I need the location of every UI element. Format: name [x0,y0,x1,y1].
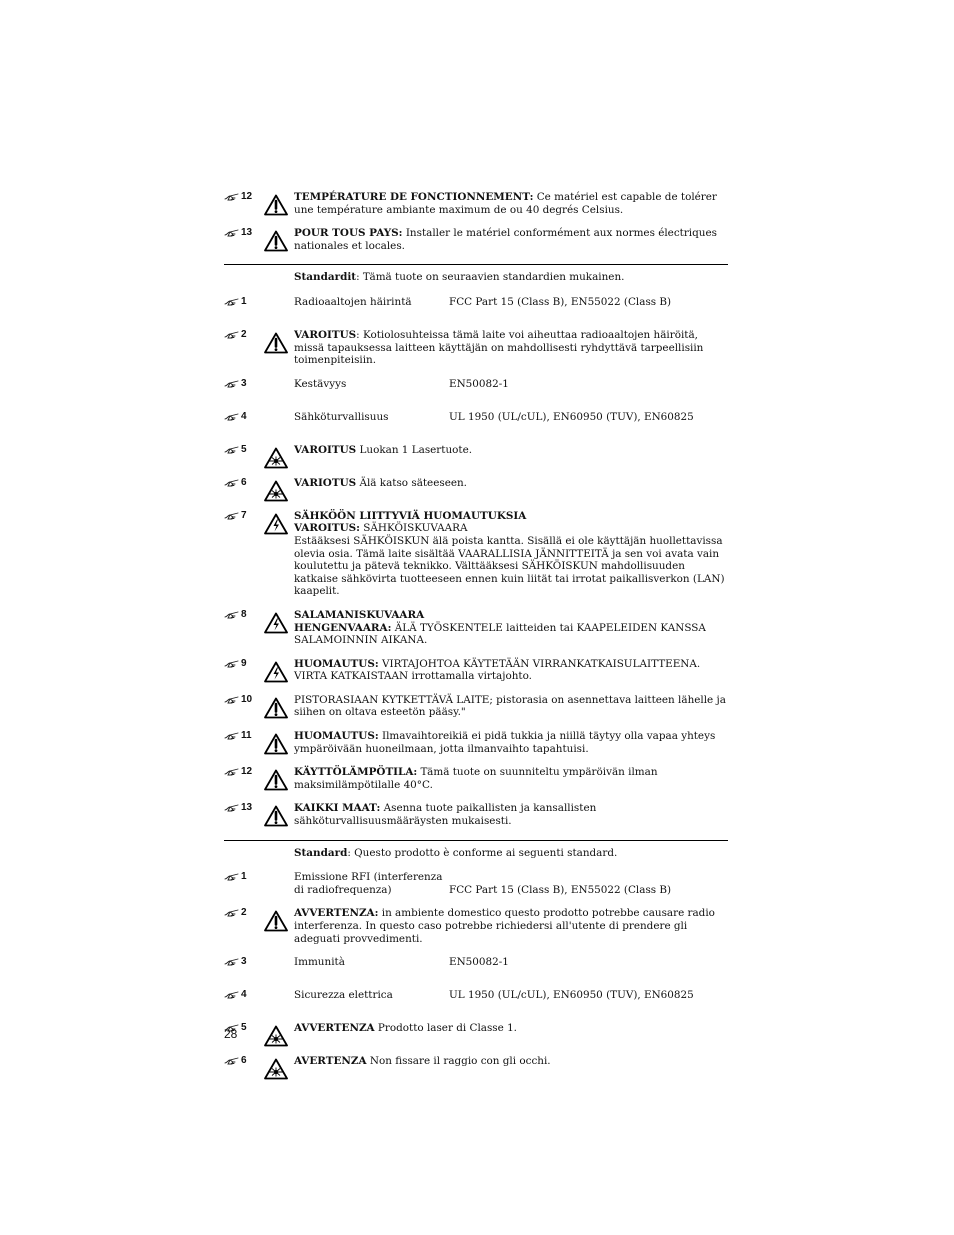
list-item [224,378,728,400]
item-text [294,411,728,424]
pointing-hand-icon [224,412,240,422]
item-number: 7 [241,509,247,521]
list-item [224,694,728,719]
list-item [224,510,728,598]
list-item [224,989,728,1011]
spec-name: Sicurezza elettrica [294,989,393,1002]
item-heading: VARIOTUS [294,476,357,489]
item-text [294,477,728,490]
spec-value: EN50082-1 [449,377,509,390]
list-item [224,658,728,683]
caution-warning-icon [264,733,288,755]
item-body: Tämä tuote on suunniteltu ympäröivän ilman maksimilämpötilalle 40°C. [294,766,658,791]
pointing-hand-icon [224,1056,240,1066]
standards-intro [294,847,728,860]
item-number: 2 [241,907,247,919]
pointing-hand-icon [224,908,240,918]
item-number: 4 [241,410,247,422]
item-number: 12 [241,191,253,202]
section-divider [224,840,728,841]
item-body: SÄHKÖISKUVAARA [360,522,468,535]
list-item [224,730,728,755]
spec-name: Kestävyys [294,377,347,390]
item-text [294,609,728,647]
item-text [294,956,728,969]
section-divider [224,264,728,265]
item-heading: AVERTENZA [294,1055,367,1068]
item-number: 11 [241,730,252,742]
pointing-hand-icon [224,228,240,238]
item-heading: AVVERTENZA [294,1022,375,1035]
spec-name: Sähköturvallisuus [294,410,389,423]
item-text [294,871,728,896]
spec-name: Radioaaltojen häirintä [294,295,412,308]
laser-warning-icon [264,1025,288,1047]
item-line [294,522,728,535]
item-body: PISTORASIAAN KYTKETTÄVÄ LAITE; pistorasia on asennettava laitteen lähelle ja siihen on oltava esteetön pääsy." [294,693,726,719]
laser-warning-icon [264,480,288,502]
item-text [294,802,728,827]
item-heading: VAROITUS: [294,522,360,535]
spec-value: UL 1950 (UL/cUL), EN60950 (TUV), EN60825 [449,410,694,423]
item-text [294,444,728,457]
list-item [224,802,728,827]
page-number: 28 [224,1027,238,1041]
item-number: 1 [241,295,247,307]
caution-warning-icon [264,194,288,216]
pointing-hand-icon [224,803,240,813]
laser-warning-icon [264,1058,288,1080]
item-heading: VAROITUS [294,328,357,341]
item-text [294,510,728,598]
item-body: ÄLÄ TYÖSKENTELE laitteiden tai KAAPELEIDEN KANSSA SALAMOINNIN AIKANA. [294,621,706,647]
item-number: 5 [241,1022,247,1034]
spec-name: Emissione RFI (interferenza di radiofrequenza) [294,871,443,896]
item-heading: VAROITUS [294,443,357,456]
pointing-hand-icon [224,872,240,882]
item-line [294,622,728,647]
caution-warning-icon [264,805,288,827]
item-number: 13 [241,802,253,814]
item-heading: POUR TOUS PAYS: [294,227,403,240]
document-body [224,191,728,1088]
item-heading: AVVERTENZA: [294,907,379,920]
spec-name: Immunità [294,956,345,969]
item-heading: SÄHKÖÖN LIITTYVIÄ HUOMAUTUKSIA [294,509,527,522]
item-number: 6 [241,476,247,488]
item-number: 4 [241,989,247,1001]
item-heading: HUOMAUTUS: [294,657,379,670]
item-body: Non fissare il raggio con gli occhi. [366,1055,551,1068]
list-item [224,296,728,318]
electric-warning-icon [264,661,288,683]
item-number: 2 [241,328,247,340]
item-body: Estääksesi SÄHKÖISKUN älä poista kantta. Sisällä ei ole käyttäjän huollettavissa olevia osia. Tämä laite sisältää VAARALLISIA JÄNNITTEITÄ ja sen voi avata vain koulutettu ja pätevä teknikko. Välttääksesi SÄHKÖISKUN mahdollisuuden katkaise sähkövirta tuotteeseen ennen kuin liität tai irrotat paikallisverkon (LAN) kaapelit. [294,534,725,598]
list-item [224,227,728,252]
laser-warning-icon [264,447,288,469]
item-number: 10 [241,693,253,705]
list-item [224,907,728,945]
standards-label: Standardit [294,271,357,284]
item-heading: HUOMAUTUS: [294,730,379,743]
spec-value: FCC Part 15 (Class B), EN55022 (Class B) [449,883,672,896]
spec-value: FCC Part 15 (Class B), EN55022 (Class B) [449,295,672,308]
pointing-hand-icon [224,610,240,620]
list-item [224,444,728,466]
list-item [224,956,728,978]
spec-value: EN50082-1 [449,956,509,969]
electric-warning-icon [264,513,288,535]
item-number: 3 [241,377,247,389]
list-item [224,609,728,647]
list-item [224,477,728,499]
item-body: Prodotto laser di Classe 1. [374,1022,517,1035]
item-line [294,510,728,523]
item-text [294,730,728,755]
list-item [224,1022,728,1044]
item-heading: KAIKKI MAAT: [294,802,381,815]
item-text [294,227,728,252]
pointing-hand-icon [224,297,240,307]
spec-value: UL 1950 (UL/cUL), EN60950 (TUV), EN60825 [449,989,694,1002]
item-body: Luokan 1 Lasertuote. [356,443,473,456]
pointing-hand-icon [224,659,240,669]
list-item [224,766,728,791]
item-number: 9 [241,657,247,669]
item-text [294,1055,728,1068]
electric-warning-icon [264,612,288,634]
item-body: : Kotiolosuhteissa tämä laite voi aiheuttaa radioaaltojen häiröitä, missä tapauksessa laitteen käyttäjän on mahdollisesti ryhdyttävä tarpeellisiin toimenpiteisiin. [294,328,704,367]
standards-text: : Questo prodotto è conforme ai seguenti standard. [347,846,618,859]
pointing-hand-icon [224,478,240,488]
item-text [294,1022,728,1035]
caution-warning-icon [264,910,288,932]
item-body: in ambiente domestico questo prodotto potrebbe causare radio interferenza. In questo caso potrebbe richiedersi all'utente di prendere gli adeguati provvedimenti. [294,907,715,945]
pointing-hand-icon [224,511,240,521]
pointing-hand-icon [224,957,240,967]
list-item [224,329,728,367]
item-number: 5 [241,443,247,455]
item-number: 6 [241,1055,247,1067]
pointing-hand-icon [224,990,240,1000]
pointing-hand-icon [224,767,240,777]
pointing-hand-icon [224,445,240,455]
item-number: 13 [241,227,253,239]
item-body: Älä katso säteeseen. [356,476,467,489]
item-text [294,296,728,309]
item-text [294,378,728,391]
caution-warning-icon [264,769,288,791]
item-body: Installer le matériel conformément aux normes électriques nationales et locales. [294,227,717,252]
item-text [294,191,728,216]
caution-warning-icon [264,332,288,354]
item-number: 12 [241,766,253,778]
standards-intro [294,271,728,284]
item-text [294,658,728,683]
item-heading: KÄYTTÖLÄMPÖTILA: [294,766,418,779]
item-number: 8 [241,608,247,620]
pointing-hand-icon [224,330,240,340]
item-text [294,989,728,1002]
item-heading: HENGENVAARA: [294,621,392,634]
pointing-hand-icon [224,192,240,202]
standards-label: Standard [294,846,348,859]
pointing-hand-icon [224,731,240,741]
item-body: VIRTAJOHTOA KÄYTETÄÄN VIRRANKATKAISULAITTEENA. VIRTA KATKAISTAAN irrottamalla virtajohto. [294,657,701,683]
item-number: 1 [241,871,247,883]
list-item [224,411,728,433]
item-body: Asenna tuote paikallisten ja kansallisten sähköturvallisuusmääräysten mukaisesti. [294,802,597,828]
item-text [294,329,728,367]
item-body: Ilmavaihtoreikiä ei pidä tukkia ja niillä täytyy olla vapaa yhteys ympäröivään huoneilmaan, jotta ilmanvaihto tapahtuisi. [294,730,716,755]
pointing-hand-icon [224,695,240,705]
item-text [294,694,728,719]
item-body: Ce matériel est capable de tolérer une température ambiante maximum de ou 40 degrés Celsius. [294,191,717,216]
list-item [224,871,728,896]
caution-warning-icon [264,697,288,719]
list-item [224,191,728,216]
item-number: 3 [241,956,247,968]
caution-warning-icon [264,230,288,252]
item-heading: TEMPÉRATURE DE FONCTIONNEMENT: [294,191,534,203]
item-text [294,766,728,791]
item-line [294,609,728,622]
pointing-hand-icon [224,379,240,389]
list-item [224,1055,728,1077]
item-heading: SALAMANISKUVAARA [294,608,425,621]
item-line [294,535,728,598]
standards-text: : Tämä tuote on seuraavien standardien mukainen. [356,271,625,284]
item-text [294,907,728,945]
